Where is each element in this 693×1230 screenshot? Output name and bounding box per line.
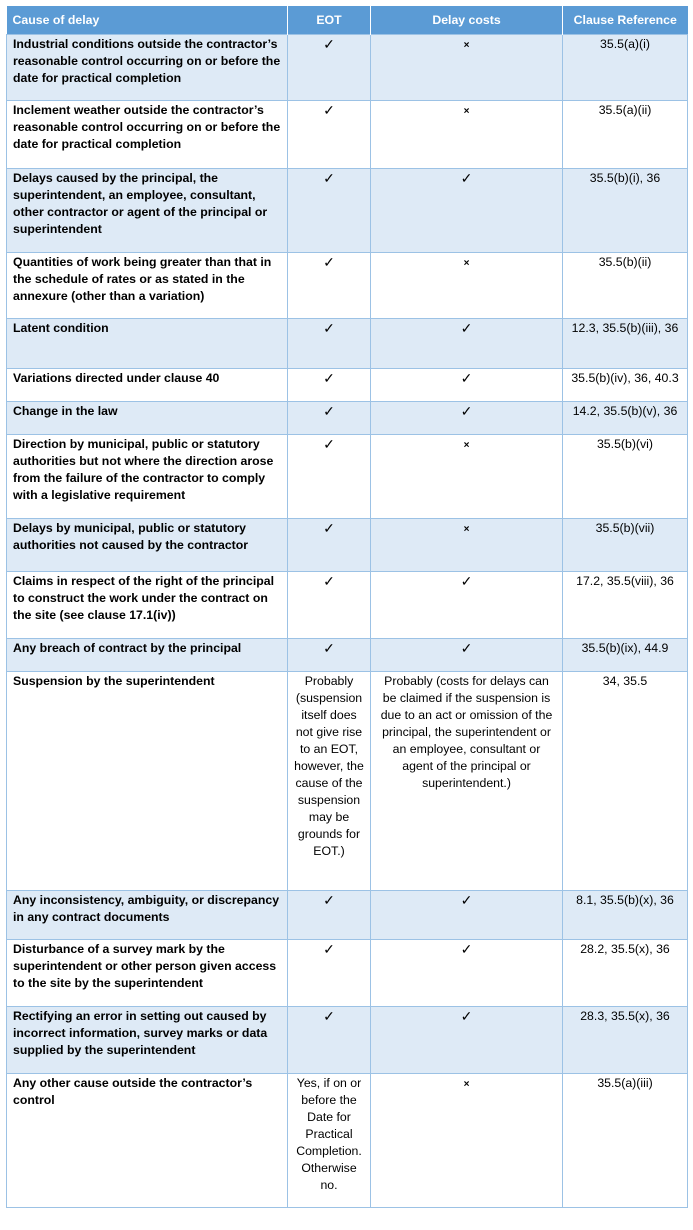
table-row xyxy=(7,1007,688,1074)
eot-cell xyxy=(288,369,371,402)
cause-cell: Claims in respect of the right of the principal to construct the work under the contract on the site (see clause 17.1(iv)) xyxy=(7,572,288,639)
delay-costs-cell xyxy=(371,891,563,940)
cause-cell: Variations directed under clause 40 xyxy=(7,369,288,402)
check-icon: ✓ xyxy=(323,370,335,386)
eot-cell xyxy=(288,435,371,519)
table-row xyxy=(7,369,688,402)
eot-cell xyxy=(288,639,371,672)
check-icon: ✓ xyxy=(323,941,335,957)
delay-costs-cell xyxy=(371,639,563,672)
eot-cell xyxy=(288,101,371,169)
clause-cell: 35.5(a)(i) xyxy=(563,35,688,101)
cross-icon: × xyxy=(463,40,470,51)
check-icon: ✓ xyxy=(460,170,473,186)
table-row xyxy=(7,101,688,169)
delay-costs-cell xyxy=(371,940,563,1007)
table-row xyxy=(7,940,688,1007)
check-icon: ✓ xyxy=(460,892,473,908)
table-row xyxy=(7,1074,688,1208)
eot-cell xyxy=(288,402,371,435)
check-icon: ✓ xyxy=(323,254,335,270)
eot-cell xyxy=(288,319,371,369)
cause-cell: Latent condition xyxy=(7,319,288,369)
eot-cell xyxy=(288,169,371,253)
check-icon: ✓ xyxy=(323,320,335,336)
cause-cell: Change in the law xyxy=(7,402,288,435)
cause-cell: Delays caused by the principal, the superintendent, an employee, consultant, other contractor or agent of the principal or superintendent xyxy=(7,169,288,253)
check-icon: ✓ xyxy=(323,403,335,419)
table-row xyxy=(7,672,688,891)
delay-costs-cell xyxy=(371,519,563,572)
delay-costs-cell xyxy=(371,1074,563,1208)
cause-cell: Any inconsistency, ambiguity, or discrepancy in any contract documents xyxy=(7,891,288,940)
cross-icon: × xyxy=(463,258,470,269)
table-row xyxy=(7,891,688,940)
check-icon: ✓ xyxy=(323,436,335,452)
clause-cell: 35.5(a)(iii) xyxy=(563,1074,688,1208)
cause-cell: Disturbance of a survey mark by the superintendent or other person given access to the site by the superintendent xyxy=(7,940,288,1007)
check-icon: ✓ xyxy=(460,1008,473,1024)
delay-costs-cell xyxy=(371,572,563,639)
clause-cell: 34, 35.5 xyxy=(563,672,688,891)
check-icon: ✓ xyxy=(323,640,335,656)
delay-costs-cell xyxy=(371,319,563,369)
clause-cell: 14.2, 35.5(b)(v), 36 xyxy=(563,402,688,435)
delay-costs-cell xyxy=(371,369,563,402)
delay-costs-cell xyxy=(371,402,563,435)
clause-cell: 28.3, 35.5(x), 36 xyxy=(563,1007,688,1074)
check-icon: ✓ xyxy=(460,403,473,419)
table-row xyxy=(7,572,688,639)
clause-cell: 35.5(b)(ix), 44.9 xyxy=(563,639,688,672)
delay-costs-cell xyxy=(371,101,563,169)
eot-cell: Yes, if on or before the Date for Practical Completion. Otherwise no. xyxy=(288,1074,371,1208)
eot-cell xyxy=(288,940,371,1007)
check-icon: ✓ xyxy=(460,320,473,336)
clause-cell: 35.5(b)(vi) xyxy=(563,435,688,519)
check-icon: ✓ xyxy=(460,573,473,589)
delay-costs-cell xyxy=(371,169,563,253)
header-delay-costs: Delay costs xyxy=(371,6,563,35)
eot-cell xyxy=(288,1007,371,1074)
delay-costs-cell xyxy=(371,1007,563,1074)
clause-cell: 35.5(b)(i), 36 xyxy=(563,169,688,253)
cause-cell: Any other cause outside the contractor’s control xyxy=(7,1074,288,1208)
table-row xyxy=(7,253,688,319)
header-clause-reference: Clause Reference xyxy=(563,6,688,35)
eot-cell xyxy=(288,519,371,572)
cross-icon: × xyxy=(463,106,470,117)
eot-cell xyxy=(288,253,371,319)
clause-cell: 12.3, 35.5(b)(iii), 36 xyxy=(563,319,688,369)
clause-cell: 17.2, 35.5(viii), 36 xyxy=(563,572,688,639)
check-icon: ✓ xyxy=(323,36,335,52)
cause-cell: Industrial conditions outside the contractor’s reasonable control occurring on or before the date for practical completion xyxy=(7,35,288,101)
table-row xyxy=(7,402,688,435)
check-icon: ✓ xyxy=(323,102,335,118)
table-row xyxy=(7,519,688,572)
eot-cell: Probably (suspension itself does not give rise to an EOT, however, the cause of the suspension may be grounds for EOT.) xyxy=(288,672,371,891)
check-icon: ✓ xyxy=(460,640,473,656)
check-icon: ✓ xyxy=(323,520,335,536)
table-row xyxy=(7,435,688,519)
check-icon: ✓ xyxy=(323,573,335,589)
eot-cell xyxy=(288,572,371,639)
cause-cell: Quantities of work being greater than that in the schedule of rates or as stated in the annexure (other than a variation) xyxy=(7,253,288,319)
clause-cell: 35.5(b)(vii) xyxy=(563,519,688,572)
cause-cell: Direction by municipal, public or statutory authorities but not where the direction arose from the failure of the contractor to comply with a legislative requirement xyxy=(7,435,288,519)
eot-cell xyxy=(288,35,371,101)
check-icon: ✓ xyxy=(323,892,335,908)
clause-cell: 8.1, 35.5(b)(x), 36 xyxy=(563,891,688,940)
cause-cell: Delays by municipal, public or statutory authorities not caused by the contractor xyxy=(7,519,288,572)
delay-costs-cell xyxy=(371,253,563,319)
cause-cell: Any breach of contract by the principal xyxy=(7,639,288,672)
check-icon: ✓ xyxy=(460,370,473,386)
header-eot: EOT xyxy=(288,6,371,35)
eot-cell xyxy=(288,891,371,940)
table-row xyxy=(7,169,688,253)
table-header-row xyxy=(7,6,688,35)
table-row xyxy=(7,319,688,369)
delay-costs-cell: Probably (costs for delays can be claimed if the suspension is due to an act or omission of the principal, the superintendent or an employee, consultant or agent of the principal or superintendent.) xyxy=(371,672,563,891)
cross-icon: × xyxy=(463,524,470,535)
check-icon: ✓ xyxy=(460,941,473,957)
cause-cell: Rectifying an error in setting out caused by incorrect information, survey marks or data supplied by the superintendent xyxy=(7,1007,288,1074)
clause-cell: 35.5(b)(iv), 36, 40.3 xyxy=(563,369,688,402)
delay-costs-cell xyxy=(371,435,563,519)
clause-cell: 35.5(a)(ii) xyxy=(563,101,688,169)
check-icon: ✓ xyxy=(323,170,335,186)
table-row xyxy=(7,639,688,672)
cause-cell: Inclement weather outside the contractor’s reasonable control occurring on or before the date for practical completion xyxy=(7,101,288,169)
header-cause: Cause of delay xyxy=(7,6,288,35)
clause-cell: 35.5(b)(ii) xyxy=(563,253,688,319)
cross-icon: × xyxy=(463,440,470,451)
cross-icon: × xyxy=(463,1079,470,1090)
table-row xyxy=(7,35,688,101)
delay-costs-cell xyxy=(371,35,563,101)
check-icon: ✓ xyxy=(323,1008,335,1024)
delay-causes-table xyxy=(6,6,688,1208)
cause-cell: Suspension by the superintendent xyxy=(7,672,288,891)
clause-cell: 28.2, 35.5(x), 36 xyxy=(563,940,688,1007)
